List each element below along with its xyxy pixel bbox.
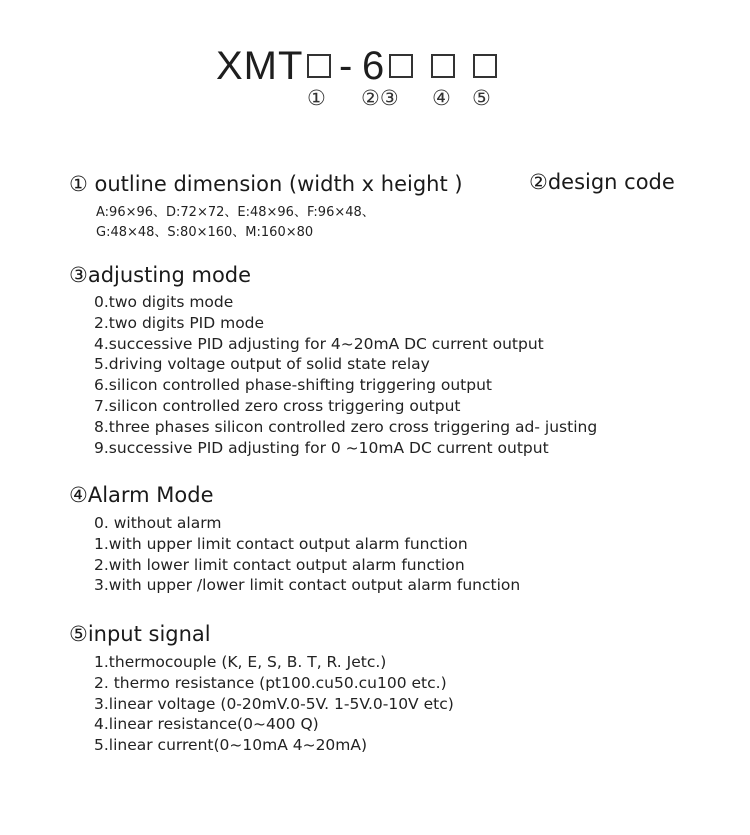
model-slot-1-box (307, 54, 331, 78)
callout-4: ④ (432, 86, 451, 110)
list-item: 5.driving voltage output of solid state relay (94, 355, 430, 374)
list-item: 2.two digits PID mode (94, 313, 265, 332)
outline-heading: ① outline dimension (width x height ) (69, 172, 463, 196)
list-item: 3.linear voltage (0-20mV.0-5V. 1-5V.0-10V etc) (94, 694, 454, 713)
list-item: 4.successive PID adjusting for 4~20mA DC current output (94, 334, 544, 353)
list-item: G:48×48、S:80×160、M:160×80 (96, 225, 314, 240)
model-slot-2-box (389, 54, 413, 78)
callout-2-3: ②③ (361, 86, 399, 110)
list-item: 0.two digits mode (94, 293, 234, 311)
adjusting-heading: ③adjusting mode (69, 263, 252, 287)
design-code-heading: ②design code (529, 170, 675, 194)
alarm-list (94, 513, 520, 596)
model-slot-3-box (431, 54, 455, 78)
list-item: 1.with upper limit contact output alarm function (94, 534, 468, 553)
list-item: 0. without alarm (94, 514, 222, 532)
input-list (94, 652, 454, 756)
model-digit: 6 (362, 44, 386, 88)
model-slot-4-box (473, 54, 497, 78)
list-item: 8.three phases silicon controlled zero cross triggering ad- justing (94, 417, 598, 436)
callout-1: ① (307, 86, 326, 110)
alarm-heading: ④Alarm Mode (69, 483, 214, 507)
list-item: 9.successive PID adjusting for 0 ~10mA DC current output (94, 438, 549, 457)
input-heading: ⑤input signal (69, 622, 211, 646)
list-item: 7.silicon controlled zero cross triggering output (94, 396, 461, 415)
list-item: 5.linear current(0~10mA 4~20mA) (94, 736, 368, 755)
list-item: 1.thermocouple (K, E, S, B. T, R. Jetc.) (94, 653, 387, 671)
list-item: 6.silicon controlled phase-shifting triggering output (94, 376, 492, 395)
list-item: 4.linear resistance(0~400 Q) (94, 715, 319, 734)
list-item: 2.with lower limit contact output alarm function (94, 555, 465, 574)
model-prefix: XMT (216, 44, 304, 88)
callout-5: ⑤ (472, 86, 491, 110)
list-item: A:96×96、D:72×72、E:48×96、F:96×48、 (96, 205, 375, 220)
model-dash: - (339, 44, 354, 88)
outline-list (96, 203, 375, 243)
list-item: 3.with upper /lower limit contact output alarm function (94, 576, 521, 595)
adjusting-list (94, 292, 597, 458)
list-item: 2. thermo resistance (pt100.cu50.cu100 etc.) (94, 673, 447, 692)
